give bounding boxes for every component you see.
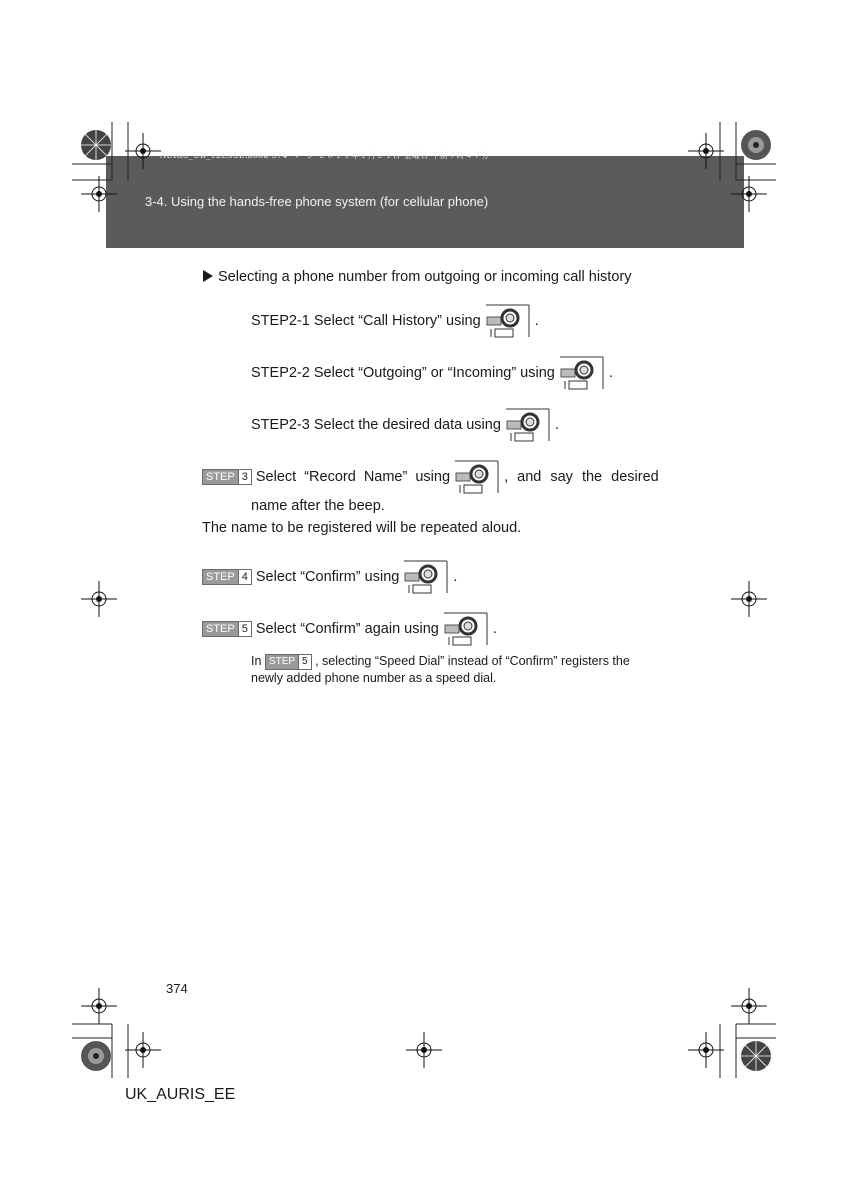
info-prefix: In [251,654,262,668]
step2-1-row [251,303,539,339]
step3-text-a: Select “Record Name” using [255,468,451,485]
step2-3-text: Select the desired data using [313,416,501,433]
color-wheel-icon [740,1040,772,1072]
registration-mark-icon [123,131,163,171]
step2-2-end: . [608,364,613,381]
info-line1: , selecting “Speed Dial” instead of “Confirm” registers the [315,654,630,668]
print-info: AURIS_UK_12E5SE.book 374 ページ ２０１１年１月２１日 金曜日 午前９時４７分 [160,151,490,160]
tune-sel-knob-icon [443,611,489,647]
registration-mark-icon [79,174,119,214]
step-badge: STEP 4 [202,569,252,585]
tune-sel-knob-icon [559,355,605,391]
registration-mark-icon [729,579,769,619]
step3-line2: name after the beep. [251,498,385,514]
step-badge: STEP 3 [202,469,252,485]
tune-sel-knob-icon [454,459,500,495]
note-repeat: The name to be registered will be repeated aloud. [202,520,522,536]
step2-1-end: . [534,312,539,329]
step3-row [202,459,660,495]
step2-3-end: . [554,416,559,433]
registration-mark-icon [123,1030,163,1070]
info-line2: newly added phone number as a speed dial. [251,671,497,685]
step2-3-label: STEP2-3 [251,416,310,433]
step2-3-row [251,407,559,443]
step2-2-text: Select “Outgoing” or “Incoming” using [313,364,555,381]
color-wheel-icon [80,129,112,161]
registration-mark-icon [79,579,119,619]
step5-text: Select “Confirm” again using [255,620,439,637]
step4-end: . [453,568,458,585]
step2-1-label: STEP2-1 [251,312,310,329]
registration-mark-icon [404,1030,444,1070]
step2-2-row [251,355,613,391]
registration-mark-icon [686,131,726,171]
color-wheel-icon [80,1040,112,1072]
registration-mark-icon [729,174,769,214]
tune-sel-knob-icon [403,559,449,595]
registration-mark-icon [729,986,769,1026]
step4-text: Select “Confirm” using [255,568,400,585]
registration-mark-icon [79,986,119,1026]
step2-2-label: STEP2-2 [251,364,310,381]
step2-1-text: Select “Call History” using [313,312,481,329]
triangle-bullet-icon [203,270,213,282]
page-number: 374 [166,981,188,996]
doc-id: UK_AURIS_EE [125,1086,236,1103]
step4-row [202,559,457,595]
tune-sel-knob-icon [505,407,551,443]
registration-mark-icon [686,1030,726,1070]
step5-row [202,611,497,647]
info-note [251,652,630,670]
step3-text-b: , and say the desired [504,468,659,485]
step-badge: STEP 5 [265,654,312,670]
section-title: 3-4. Using the hands-free phone system (for cellular phone) [145,194,489,209]
subheading: Selecting a phone number from outgoing or incoming call history [203,268,631,286]
tune-sel-knob-icon [485,303,531,339]
step-badge: STEP 5 [202,621,252,637]
step5-end: . [492,620,497,637]
color-wheel-icon [740,129,772,161]
